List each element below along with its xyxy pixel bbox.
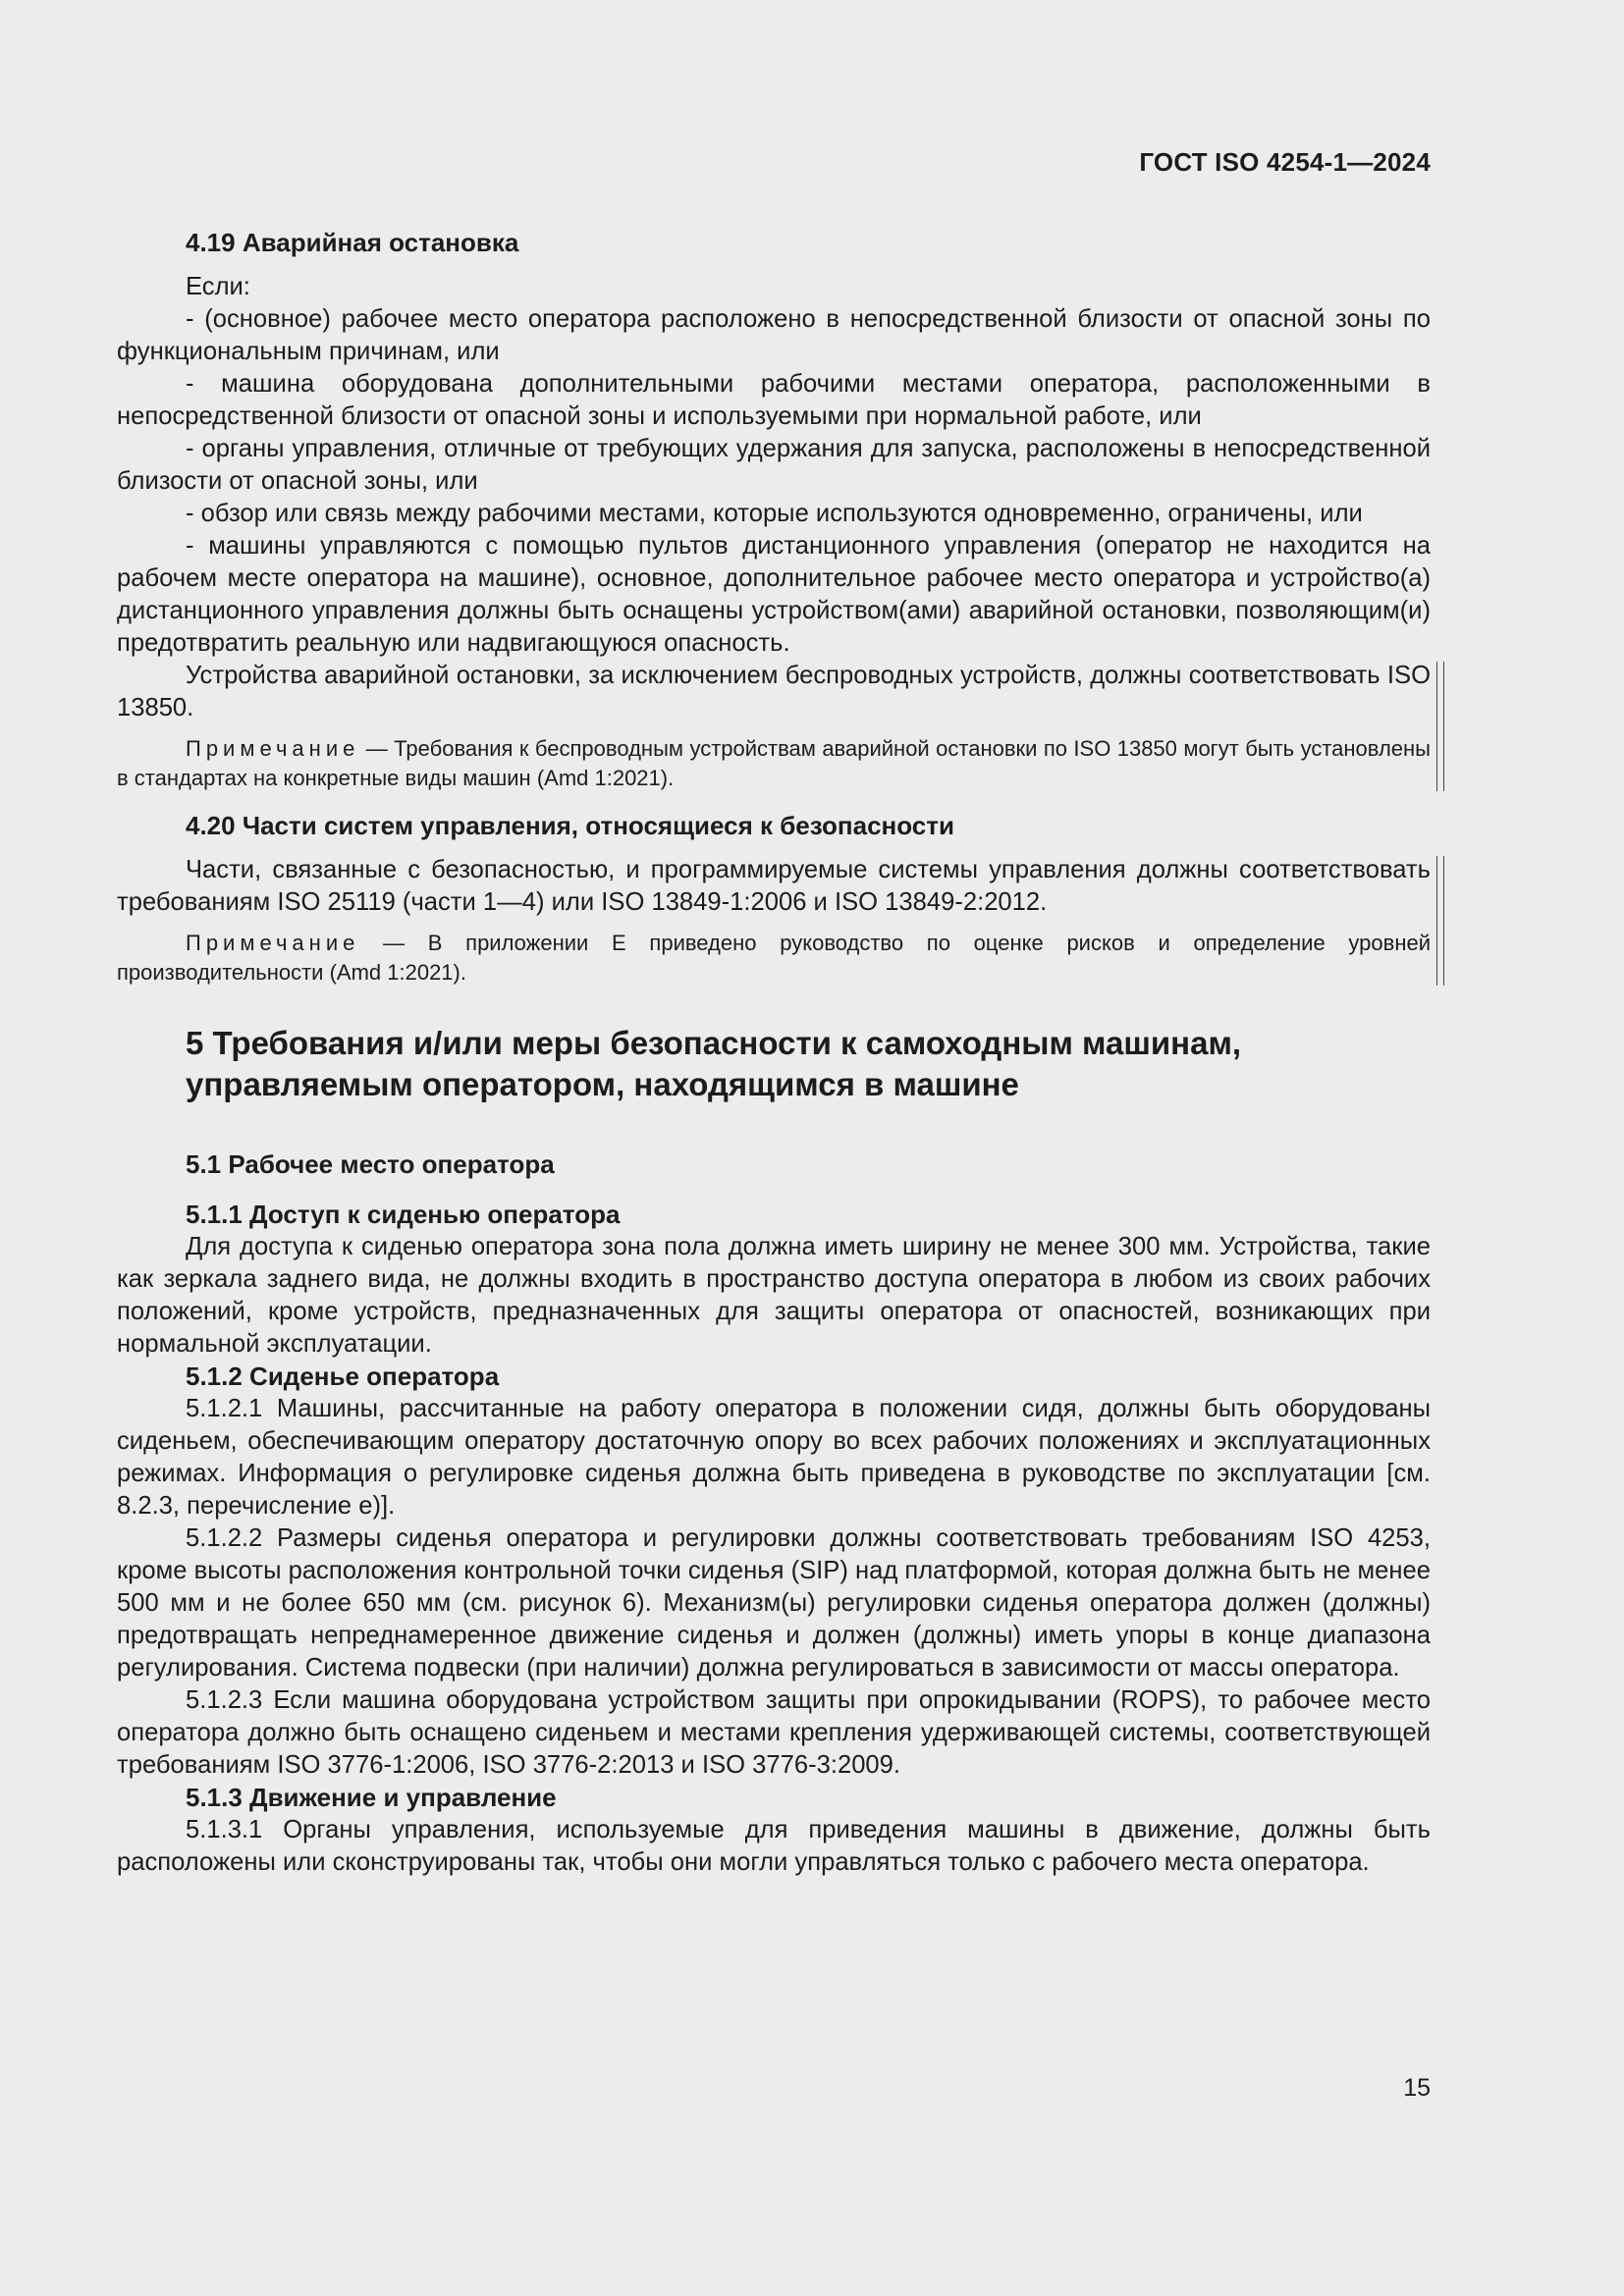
section-4-19-p4: - органы управления, отличные от требующих удержания для запуска, расположены в непосредственной близости от опасной зоны, или [117, 435, 1431, 495]
section-4-19-note [117, 734, 1431, 793]
section-5-1-1-title: 5.1.1 Доступ к сиденью оператора [186, 1200, 621, 1229]
section-5-title-line1: 5 Требования и/или меры безопасности к самоходным машинам, [186, 1025, 1242, 1061]
change-marked-block-4-20 [117, 854, 1431, 988]
section-4-20-title: 4.20 Части систем управления, относящиеся к безопасности [186, 811, 954, 840]
section-4-19-p7: Устройства аварийной остановки, за исключением беспроводных устройств, должны соответствовать ISO 13850. [117, 662, 1431, 721]
page-number: 15 [1403, 2074, 1431, 2102]
note-text: — Требования к беспроводным устройствам аварийной остановки по ISO 13850 могут быть установлены в стандартах на конкретные виды машин (Amd 1:2021). [117, 736, 1431, 790]
section-5-1-2-3: 5.1.2.3 Если машина оборудована устройством защиты при опрокидывании (ROPS), то рабочее место оператора должно быть оснащено сиденьем и местами крепления удерживающей системы, соответствующей требованиям ISO 3776-1:2006, ISO 3776-2:2013 и ISO 3776-3:2009. [117, 1686, 1431, 1779]
section-4-19-p5: - обзор или связь между рабочими местами, которые используются одновременно, ограничены, или [186, 500, 1363, 527]
section-4-19-title: 4.19 Аварийная остановка [186, 228, 519, 257]
change-marked-block-4-19 [117, 660, 1431, 793]
section-5-1-3-1: 5.1.3.1 Органы управления, используемые для приведения машины в движение, должны быть расположены или сконструированы так, чтобы они могли управляться только с рабочего места оператора. [117, 1816, 1431, 1876]
section-5-1-3-title: 5.1.3 Движение и управление [186, 1783, 557, 1812]
note-lead: Примечание [186, 736, 360, 761]
section-4-20-note [117, 929, 1431, 988]
section-4-19-p3: - машина оборудована дополнительными рабочими местами оператора, расположенными в непосредственной близости от опасной зоны и используемыми при нормальной работе, или [117, 370, 1431, 430]
section-4-19-p6: - машины управляются с помощью пультов дистанционного управления (оператор не находится на рабочем месте оператора на машине), основное, дополнительное рабочее место оператора и устройство(а) дистанционного управления должны быть оснащены устройством(ами) аварийной остановки, позволяющим(и) предотвратить реальную или надвигающуюся опасность. [117, 532, 1431, 657]
standard-code: ГОСТ ISO 4254-1—2024 [1139, 147, 1431, 177]
section-5-1-2-title: 5.1.2 Сиденье оператора [186, 1362, 500, 1391]
section-4-20-p1: Части, связанные с безопасностью, и программируемые системы управления должны соответствовать требованиям ISO 25119 (части 1—4) или ISO 13849-1:2006 и ISO 13849-2:2012. [117, 856, 1431, 916]
section-5-1-title: 5.1 Рабочее место оператора [186, 1149, 555, 1179]
note-text: — В приложении Е приведено руководство по оценке рисков и определение уровней производительности (Amd 1:2021). [117, 931, 1431, 985]
section-5-1-2-1: 5.1.2.1 Машины, рассчитанные на работу оператора в положении сидя, должны быть оборудованы сиденьем, обеспечивающим оператору достаточную опору во всех рабочих положениях и эксплуатационных режимах. Информация о регулировке сиденья должна быть приведена в руководстве по эксплуатации [см. 8.2.3, перечисление е)]. [117, 1395, 1431, 1520]
section-4-19-p2: - (основное) рабочее место оператора расположено в непосредственной близости от опасной зоны по функциональным причинам, или [117, 305, 1431, 365]
section-5-1-1-p: Для доступа к сиденью оператора зона пола должна иметь ширину не менее 300 мм. Устройства, такие как зеркала заднего вида, не должны входить в пространство доступа оператора в любом из своих рабочих положений, кроме устройств, предназначенных для защиты оператора от опасностей, возникающих при нормальной эксплуатации. [117, 1233, 1431, 1358]
note-lead: Примечание [186, 931, 360, 955]
section-5-1-2-2: 5.1.2.2 Размеры сиденья оператора и регулировки должны соответствовать требованиям ISO 4253, кроме высоты расположения контрольной точки сиденья (SIP) над платформой, которая должна быть не менее 500 мм и не более 650 мм (см. рисунок 6). Механизм(ы) регулировки сиденья оператора должен (должны) предотвращать непреднамеренное движение сиденья и должен (должны) иметь упоры в конце диапазона регулирования. Система подвески (при наличии) должна регулироваться в зависимости от массы оператора. [117, 1524, 1431, 1682]
section-4-19-p1: Если: [186, 273, 250, 300]
section-5-title [186, 1023, 1431, 1105]
page-content [117, 226, 1431, 1879]
section-5-title-line2: управляемым оператором, находящимся в машине [186, 1066, 1019, 1102]
